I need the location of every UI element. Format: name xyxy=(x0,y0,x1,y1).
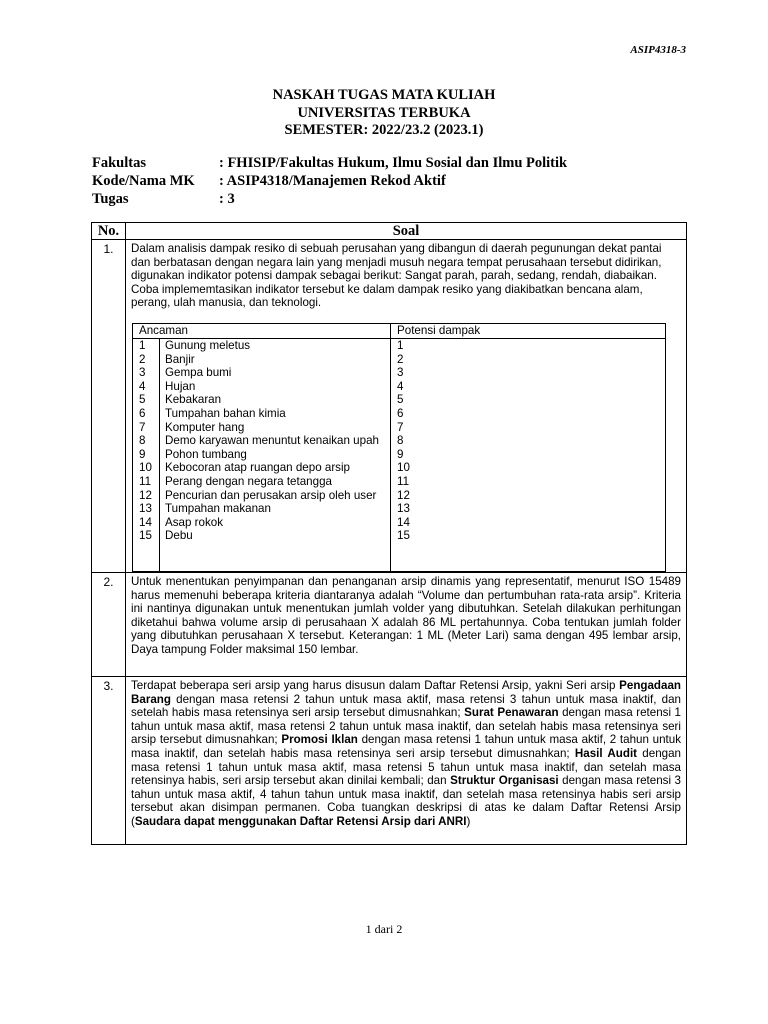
threat-name: Pencurian dan perusakan arsip oleh user xyxy=(165,488,377,502)
threat-number: 8 xyxy=(139,434,146,448)
threat-number-column xyxy=(133,338,160,571)
impact-number: 14 xyxy=(397,515,410,529)
question-text: Dalam analisis dampak resiko di sebuah perusahan yang dibangun di daerah pegunungan dekat pantai dan berbatasan dengan negara lain yang menjadi musuh negara tempat perusahaan tersebut didirikan, digunakan indikator potensi dampak sebagai berikut: Sangat parah, parah, sedang, rendah, diabaikan. Coba implememtasikan indikator tersebut ke dalam dampak resiko yang diakibatkan bencana alam, perang, ulah manusia, dan teknologi. xyxy=(131,242,662,310)
impact-number: 12 xyxy=(397,488,410,502)
impact-number: 9 xyxy=(397,447,404,461)
threat-name: Debu xyxy=(165,529,193,543)
threat-name: Hujan xyxy=(165,379,196,393)
meta-row-kode-mk xyxy=(92,172,567,190)
threat-name: Gunung meletus xyxy=(165,338,251,352)
question-content xyxy=(126,240,687,573)
text-segment: dengan masa retensi 1 tahun untuk masa aktif, masa retensi 2 tahun untuk masa inaktif, dan setelah habis masa retensinya seri arsip tersebut dimusnahkan; xyxy=(131,706,682,747)
impact-number: 8 xyxy=(397,434,404,448)
threat-number: 6 xyxy=(139,406,146,420)
threat-number: 12 xyxy=(139,488,152,502)
impact-number: 5 xyxy=(397,393,404,407)
threat-number: 3 xyxy=(139,366,146,380)
course-metadata xyxy=(92,154,567,208)
threat-number: 2 xyxy=(139,352,146,366)
questions-table-header xyxy=(92,223,687,240)
threat-number: 1 xyxy=(139,338,146,352)
impact-number: 3 xyxy=(397,366,404,380)
archive-series-surat-penawaran: Surat Penawaran xyxy=(464,706,559,720)
questions-table xyxy=(91,222,687,845)
page-number: 1 dari 2 xyxy=(365,922,403,936)
threat-number: 14 xyxy=(139,515,152,529)
threat-name-column xyxy=(160,338,391,571)
impact-number: 10 xyxy=(397,461,410,475)
impact-number: 11 xyxy=(397,474,410,488)
header-title: NASKAH TUGAS MATA KULIAH xyxy=(272,87,496,103)
document-header xyxy=(0,87,768,140)
question-text xyxy=(131,679,681,829)
threat-name: Asap rokok xyxy=(165,515,223,529)
text-segment: dengan masa retensi 1 tahun untuk masa aktif, masa retensi 5 tahun untuk masa inaktif, dan setelah masa retensinya habis, seri arsip tersebut akan dinilai kembali; dan xyxy=(131,746,681,788)
archive-series-struktur-organisasi: Struktur Organisasi xyxy=(450,774,559,788)
impact-number: 6 xyxy=(397,406,404,420)
question-number: 1. xyxy=(92,240,126,573)
threat-name: Tumpahan bahan kimia xyxy=(165,406,286,420)
question-content xyxy=(126,573,687,677)
threat-number: 13 xyxy=(139,502,152,516)
text-segment: dengan masa retensi 1 tahun untuk masa aktif, 2 tahun untuk masa inaktif, dan setelah habis masa retensinya seri arsip tersebut dimusnahkan; xyxy=(131,733,682,760)
document-code: ASIP4318-3 xyxy=(630,44,686,56)
archive-series-pengadaan-barang: Pengadaan Barang xyxy=(131,679,681,706)
threat-name: Kebocoran atap ruangan depo arsip xyxy=(165,461,350,475)
anri-note: Saudara dapat menggunakan Daftar Retensi Arsip dari ANRI xyxy=(134,814,467,828)
question-number: 3. xyxy=(92,677,126,845)
threat-name: Tumpahan makanan xyxy=(165,502,271,516)
header-university: UNIVERSITAS TERBUKA xyxy=(297,104,471,121)
text-segment: Terdapat beberapa seri arsip yang harus disusun dalam Daftar Retensi Arsip, yakni Seri arsip xyxy=(131,679,620,692)
threat-number: 9 xyxy=(139,447,146,461)
impact-number: 15 xyxy=(397,529,410,543)
archive-series-promosi-iklan: Promosi Iklan xyxy=(281,733,358,747)
archive-series-hasil-audit: Hasil Audit xyxy=(574,746,638,760)
question-content xyxy=(126,677,687,845)
column-header-no: No. xyxy=(92,223,126,240)
meta-row-fakultas xyxy=(92,154,567,172)
threat-number: 7 xyxy=(139,420,146,434)
impact-number: 1 xyxy=(397,338,404,352)
question-row-1 xyxy=(92,240,687,573)
threat-name: Gempa bumi xyxy=(165,366,232,380)
header-semester: SEMESTER: 2022/23.2 (2023.1) xyxy=(284,122,484,138)
threat-impact-table xyxy=(132,323,666,572)
text-segment: dengan masa retensi 2 tahun untuk masa aktif, masa retensi 3 tahun untuk masa inaktif, dan setelah habis masa retensinya seri arsip tersebut dimusnahkan; xyxy=(131,692,681,720)
meta-label: Fakultas xyxy=(92,155,146,171)
threat-table-body xyxy=(133,338,666,571)
column-header-soal: Soal xyxy=(126,223,687,240)
meta-label: Tugas xyxy=(92,191,129,207)
question-row-3 xyxy=(92,677,687,845)
meta-value: : FHISIP/Fakultas Hukum, Ilmu Sosial dan Ilmu Politik xyxy=(219,155,568,171)
meta-value: : ASIP4318/Manajemen Rekod Aktif xyxy=(219,173,446,189)
threat-name: Perang dengan negara tetangga xyxy=(165,474,332,488)
threat-number: 5 xyxy=(139,393,146,407)
question-text: Untuk menentukan penyimpanan dan penanganan arsip dinamis yang representatif, menurut ISO 15489 harus memenuhi beberapa kriteria diantaranya adalah “Volume dan pertumbuhan rata-rata arsip”. Kriteria ini nantinya digunakan untuk menentukan jumlah volder yang dibutuhkan. Setelah dilakukan perhitungan diketahui bahwa volume arsip di perusahaan X adalah 86 ML pertahunnya. Coba tentukan jumlah folder yang dibutuhkan perusahaan X tersebut. Keterangan: 1 ML (Meter Lari) sama dengan 495 lembar arsip, Daya tampung Folder maksimal 150 lembar. xyxy=(131,575,681,656)
threat-table-header xyxy=(133,323,666,338)
threat-number: 11 xyxy=(139,474,152,488)
threat-number: 10 xyxy=(139,461,152,475)
threat-name: Komputer hang xyxy=(165,420,245,434)
meta-row-tugas xyxy=(92,190,567,208)
threat-name: Pohon tumbang xyxy=(165,447,247,461)
meta-value: : 3 xyxy=(219,191,235,207)
threat-name: Kebakaran xyxy=(165,393,222,407)
threat-header: Ancaman xyxy=(133,323,391,338)
impact-number: 2 xyxy=(397,352,404,366)
text-segment: dengan masa retensi 3 tahun untuk masa aktif, 4 tahun tahun untuk masa inaktif, dan setelah masa retensinya habis seri arsip tersebut akan disimpan permanen. Coba tuangkan deskripsi di atas ke dalam Daftar Retensi Arsip ( xyxy=(131,774,681,828)
text-segment: ) xyxy=(466,814,471,828)
threat-name: Demo karyawan menuntut kenaikan upah xyxy=(165,434,379,448)
impact-number: 4 xyxy=(397,379,404,393)
threat-number: 15 xyxy=(139,529,152,543)
impact-column xyxy=(391,338,666,571)
impact-header: Potensi dampak xyxy=(391,323,666,338)
threat-name: Banjir xyxy=(165,352,195,366)
impact-number: 7 xyxy=(397,420,404,434)
question-row-2 xyxy=(92,573,687,677)
threat-number: 4 xyxy=(139,379,146,393)
meta-label: Kode/Nama MK xyxy=(92,173,195,189)
question-number: 2. xyxy=(92,573,126,677)
impact-number: 13 xyxy=(397,502,410,516)
